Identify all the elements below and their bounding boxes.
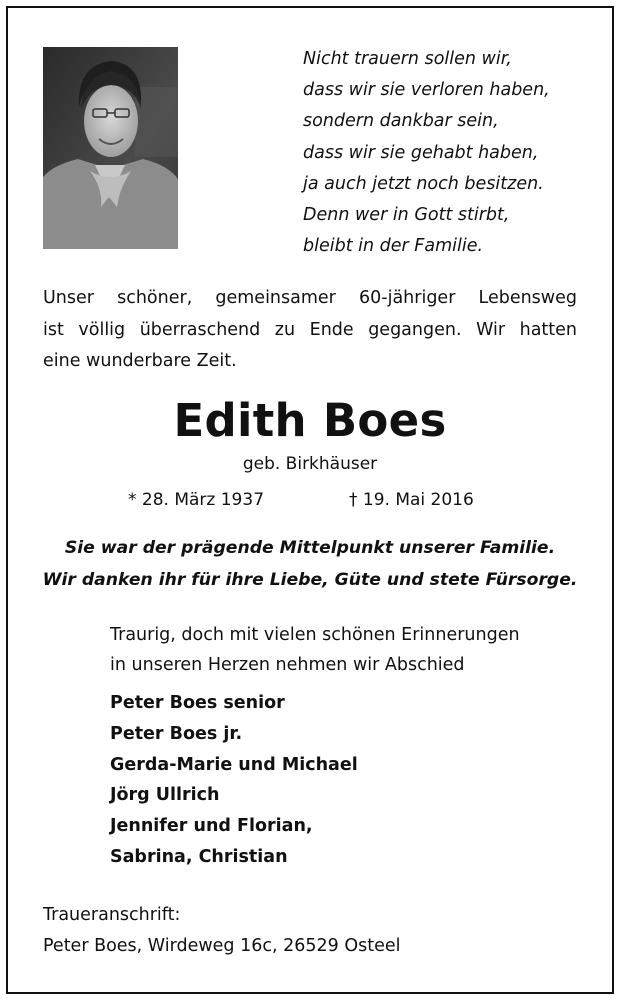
poem-line: Denn wer in Gott stirbt, <box>303 205 510 226</box>
mourner-name: Jennifer und Florian, <box>110 816 313 837</box>
mourning-address <box>43 900 603 962</box>
poem-line: Nicht trauern sollen wir, <box>303 49 512 69</box>
tribute-line: Wir danken ihr für ihre Liebe, Güte und stete Fürsorge. <box>42 570 578 590</box>
intro-paragraph <box>43 283 577 378</box>
poem-line: dass wir sie verloren haben, <box>303 80 550 101</box>
farewell-text <box>110 620 590 680</box>
poem-line: ja auch jetzt noch besitzen. <box>303 173 544 194</box>
tribute <box>0 532 620 596</box>
death-date: † 19. Mai 2016 <box>349 490 474 510</box>
poem <box>303 44 603 262</box>
portrait-photo <box>43 47 178 249</box>
mourner-name: Peter Boes jr. <box>110 723 243 744</box>
birth-date: * 28. März 1937 <box>128 490 265 510</box>
farewell-line: Traurig, doch mit vielen schönen Erinnerungen <box>110 625 520 645</box>
address-value: Peter Boes, Wirdeweg 16c, 26529 Osteel <box>43 936 401 956</box>
mourners-list <box>110 688 590 873</box>
address-label: Traueranschrift: <box>43 905 181 925</box>
maiden-name: geb. Birkhäuser <box>242 454 378 474</box>
mourner-name: Jörg Ullrich <box>110 785 220 806</box>
intro-line: ist völlig überraschend zu Ende gegangen. Wir hatten <box>43 319 577 340</box>
farewell-line: in unseren Herzen nehmen wir Abschied <box>110 655 465 675</box>
poem-line: dass wir sie gehabt haben, <box>303 142 539 163</box>
mourner-name: Peter Boes senior <box>110 693 285 713</box>
mourner-name: Gerda-Marie und Michael <box>110 754 358 775</box>
tribute-line: Sie war der prägende Mittelpunkt unserer Familie. <box>64 538 556 558</box>
poem-line: bleibt in der Familie. <box>303 236 484 257</box>
deceased-name: Edith Boes <box>173 394 447 447</box>
poem-line: sondern dankbar sein, <box>303 111 499 132</box>
mourner-name: Sabrina, Christian <box>110 846 288 867</box>
intro-line: Unser schöner, gemeinsamer 60-jähriger Lebensweg <box>43 288 577 308</box>
intro-line: eine wunderbare Zeit. <box>43 351 237 371</box>
